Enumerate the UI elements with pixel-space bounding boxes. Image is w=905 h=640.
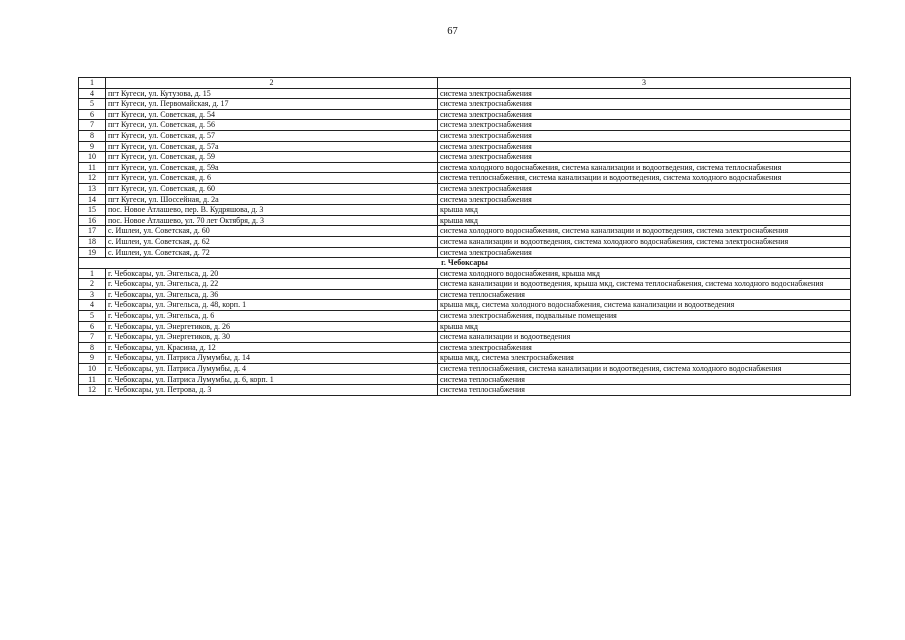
- row-number-cell: 9: [79, 141, 106, 152]
- address-cell: пгт Кугеси, ул. Советская, д. 6: [106, 173, 438, 184]
- table-row: [79, 353, 851, 364]
- row-number-cell: 17: [79, 226, 106, 237]
- row-number-cell: 7: [79, 120, 106, 131]
- systems-cell: система теплоснабжения: [438, 385, 851, 396]
- table-row: [79, 183, 851, 194]
- systems-cell: система холодного водоснабжения, крыша мкд: [438, 268, 851, 279]
- systems-cell: крыша мкд: [438, 215, 851, 226]
- row-number-cell: 18: [79, 236, 106, 247]
- table-row: [79, 162, 851, 173]
- table-row: [79, 268, 851, 279]
- table-row: [79, 332, 851, 343]
- address-cell: г. Чебоксары, ул. Патриса Лумумбы, д. 14: [106, 353, 438, 364]
- table-header-row: [79, 78, 851, 89]
- systems-cell: система электроснабжения, подвальные помещения: [438, 311, 851, 322]
- systems-cell: система электроснабжения: [438, 88, 851, 99]
- table-row: [79, 141, 851, 152]
- systems-cell: система канализации и водоотведения, крыша мкд, система теплоснабжения, система холодного водоснабжения: [438, 279, 851, 290]
- table-row: [79, 364, 851, 375]
- address-cell: г. Чебоксары, ул. Энергетиков, д. 30: [106, 332, 438, 343]
- table-row: [79, 152, 851, 163]
- systems-cell: система электроснабжения: [438, 109, 851, 120]
- section-title: г. Чебоксары: [79, 258, 851, 269]
- row-number-cell: 11: [79, 374, 106, 385]
- row-number-cell: 2: [79, 279, 106, 290]
- address-cell: пгт Кугеси, ул. Советская, д. 57: [106, 130, 438, 141]
- header-col-1: 1: [79, 78, 106, 89]
- address-cell: с. Ишлеи, ул. Советская, д. 72: [106, 247, 438, 258]
- systems-cell: система электроснабжения: [438, 99, 851, 110]
- systems-cell: крыша мкд: [438, 321, 851, 332]
- systems-cell: система электроснабжения: [438, 342, 851, 353]
- table-row: [79, 226, 851, 237]
- table-row: [79, 88, 851, 99]
- address-cell: пгт Кугеси, ул. Советская, д. 57а: [106, 141, 438, 152]
- table-row: [79, 311, 851, 322]
- row-number-cell: 16: [79, 215, 106, 226]
- address-cell: с. Ишлеи, ул. Советская, д. 62: [106, 236, 438, 247]
- systems-cell: система электроснабжения: [438, 141, 851, 152]
- table-row: [79, 385, 851, 396]
- address-cell: г. Чебоксары, ул. Энгельса, д. 22: [106, 279, 438, 290]
- row-number-cell: 8: [79, 342, 106, 353]
- address-cell: г. Чебоксары, ул. Красина, д. 12: [106, 342, 438, 353]
- systems-cell: система электроснабжения: [438, 247, 851, 258]
- table-row: [79, 300, 851, 311]
- table-row: [79, 321, 851, 332]
- systems-cell: система теплоснабжения: [438, 374, 851, 385]
- repair-table: [78, 77, 851, 396]
- row-number-cell: 15: [79, 205, 106, 216]
- address-cell: пгт Кугеси, ул. Советская, д. 59: [106, 152, 438, 163]
- systems-cell: крыша мкд, система электроснабжения: [438, 353, 851, 364]
- row-number-cell: 13: [79, 183, 106, 194]
- row-number-cell: 11: [79, 162, 106, 173]
- row-number-cell: 8: [79, 130, 106, 141]
- address-cell: пгт Кугеси, ул. Кутузова, д. 15: [106, 88, 438, 99]
- table-row: [79, 194, 851, 205]
- row-number-cell: 9: [79, 353, 106, 364]
- systems-cell: система теплоснабжения, система канализации и водоотведения, система холодного водоснабжения: [438, 173, 851, 184]
- row-number-cell: 3: [79, 289, 106, 300]
- systems-cell: система теплоснабжения: [438, 289, 851, 300]
- table-row: [79, 247, 851, 258]
- row-number-cell: 4: [79, 300, 106, 311]
- address-cell: пгт Кугеси, ул. Советская, д. 59а: [106, 162, 438, 173]
- table-row: [79, 109, 851, 120]
- table-row: [79, 374, 851, 385]
- table-row: [79, 130, 851, 141]
- table-row: [79, 173, 851, 184]
- section-row: [79, 258, 851, 269]
- systems-cell: система электроснабжения: [438, 152, 851, 163]
- address-cell: г. Чебоксары, ул. Энгельса, д. 6: [106, 311, 438, 322]
- row-number-cell: 4: [79, 88, 106, 99]
- systems-cell: система электроснабжения: [438, 183, 851, 194]
- row-number-cell: 1: [79, 268, 106, 279]
- address-cell: г. Чебоксары, ул. Энгельса, д. 48, корп. 1: [106, 300, 438, 311]
- systems-cell: система электроснабжения: [438, 130, 851, 141]
- systems-cell: крыша мкд, система холодного водоснабжения, система канализации и водоотведения: [438, 300, 851, 311]
- address-cell: пгт Кугеси, ул. Шоссейная, д. 2а: [106, 194, 438, 205]
- address-cell: г. Чебоксары, ул. Энгельса, д. 20: [106, 268, 438, 279]
- systems-cell: система холодного водоснабжения, система канализации и водоотведения, система теплоснабжения: [438, 162, 851, 173]
- systems-cell: система теплоснабжения, система канализации и водоотведения, система холодного водоснабжения: [438, 364, 851, 375]
- systems-cell: система электроснабжения: [438, 194, 851, 205]
- address-cell: г. Чебоксары, ул. Петрова, д. 3: [106, 385, 438, 396]
- address-cell: г. Чебоксары, ул. Энгельса, д. 36: [106, 289, 438, 300]
- row-number-cell: 6: [79, 321, 106, 332]
- header-col-3: 3: [438, 78, 851, 89]
- row-number-cell: 5: [79, 311, 106, 322]
- row-number-cell: 12: [79, 173, 106, 184]
- table-row: [79, 279, 851, 290]
- row-number-cell: 6: [79, 109, 106, 120]
- header-col-2: 2: [106, 78, 438, 89]
- systems-cell: система электроснабжения: [438, 120, 851, 131]
- page-number: 67: [447, 26, 458, 37]
- table-row: [79, 99, 851, 110]
- address-cell: пос. Новое Атлашево, ул. 70 лет Октября, д. 3: [106, 215, 438, 226]
- row-number-cell: 10: [79, 152, 106, 163]
- row-number-cell: 19: [79, 247, 106, 258]
- address-cell: пгт Кугеси, ул. Советская, д. 56: [106, 120, 438, 131]
- systems-cell: система канализации и водоотведения: [438, 332, 851, 343]
- address-cell: пос. Новое Атлашево, пер. В. Кудряшова, д. 3: [106, 205, 438, 216]
- systems-cell: система канализации и водоотведения, система холодного водоснабжения, система электроснабжения: [438, 236, 851, 247]
- systems-cell: система холодного водоснабжения, система канализации и водоотведения, система электроснабжения: [438, 226, 851, 237]
- table-row: [79, 342, 851, 353]
- table-row: [79, 205, 851, 216]
- address-cell: пгт Кугеси, ул. Советская, д. 54: [106, 109, 438, 120]
- row-number-cell: 7: [79, 332, 106, 343]
- address-cell: г. Чебоксары, ул. Патриса Лумумбы, д. 6, корп. 1: [106, 374, 438, 385]
- row-number-cell: 5: [79, 99, 106, 110]
- row-number-cell: 12: [79, 385, 106, 396]
- address-cell: г. Чебоксары, ул. Патриса Лумумбы, д. 4: [106, 364, 438, 375]
- table-row: [79, 120, 851, 131]
- table-row: [79, 215, 851, 226]
- row-number-cell: 10: [79, 364, 106, 375]
- table-row: [79, 289, 851, 300]
- address-cell: пгт Кугеси, ул. Советская, д. 60: [106, 183, 438, 194]
- address-cell: пгт Кугеси, ул. Первомайская, д. 17: [106, 99, 438, 110]
- table-row: [79, 236, 851, 247]
- row-number-cell: 14: [79, 194, 106, 205]
- address-cell: г. Чебоксары, ул. Энергетиков, д. 26: [106, 321, 438, 332]
- address-cell: с. Ишлеи, ул. Советская, д. 60: [106, 226, 438, 237]
- systems-cell: крыша мкд: [438, 205, 851, 216]
